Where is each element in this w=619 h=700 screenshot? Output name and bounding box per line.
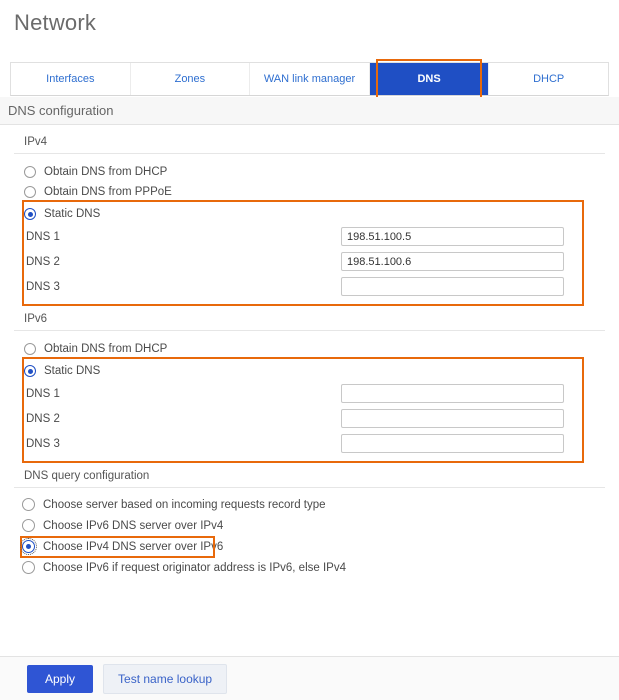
tab-interfaces[interactable] <box>11 63 131 95</box>
radio-icon[interactable] <box>22 519 35 532</box>
ipv4-dns3-input[interactable] <box>341 277 564 296</box>
radio-icon[interactable] <box>24 343 36 355</box>
tab-label: DNS <box>417 73 441 85</box>
query-option-ipv6-over-ipv4[interactable] <box>0 515 619 536</box>
option-label: Choose IPv6 if request originator address is IPv6, else IPv4 <box>43 561 346 574</box>
radio-icon[interactable] <box>22 561 35 574</box>
option-label: Obtain DNS from DHCP <box>44 343 168 355</box>
tab-label: Interfaces <box>46 73 95 85</box>
ipv6-option-static-dns[interactable] <box>0 359 619 381</box>
field-label: DNS 3 <box>26 280 60 293</box>
option-label: Static DNS <box>44 365 101 377</box>
tab-dhcp[interactable] <box>489 63 608 95</box>
tab-bar <box>10 62 609 96</box>
ipv4-dns1-input[interactable] <box>341 227 564 246</box>
field-label: DNS 3 <box>26 437 60 450</box>
ipv6-dns1-row <box>0 381 619 406</box>
option-label: Static DNS <box>44 208 101 220</box>
field-label: DNS 1 <box>26 387 60 400</box>
radio-icon[interactable] <box>24 166 36 178</box>
ipv6-dns2-row <box>0 406 619 431</box>
option-label: Choose IPv4 DNS server over IPv6 <box>43 540 224 553</box>
tab-wan-link-manager[interactable] <box>250 63 370 95</box>
ipv6-dns2-input[interactable] <box>341 409 564 428</box>
ipv4-dns2-row <box>0 249 619 274</box>
radio-icon[interactable] <box>22 540 35 553</box>
tab-dns[interactable] <box>370 63 490 95</box>
ipv6-dns3-row <box>0 431 619 456</box>
ipv4-group-label: IPv4 <box>24 136 48 148</box>
ipv4-option-static-dns[interactable] <box>0 202 619 224</box>
radio-icon[interactable] <box>24 208 36 220</box>
tab-label: WAN link manager <box>263 73 356 85</box>
query-option-record-type[interactable] <box>0 494 619 515</box>
tab-zones[interactable] <box>131 63 251 95</box>
apply-button[interactable]: Apply <box>27 665 93 693</box>
ipv6-option-obtain-dhcp[interactable] <box>0 339 619 359</box>
ipv4-dns2-input[interactable] <box>341 252 564 271</box>
field-label: DNS 2 <box>26 255 60 268</box>
ipv6-dns3-input[interactable] <box>341 434 564 453</box>
test-name-lookup-button[interactable]: Test name lookup <box>103 664 227 694</box>
option-label: Obtain DNS from PPPoE <box>44 186 172 198</box>
query-option-ipv4-over-ipv6[interactable] <box>0 536 619 557</box>
query-option-ipv6-else-ipv4[interactable] <box>0 557 619 578</box>
option-label: Obtain DNS from DHCP <box>44 166 168 178</box>
page-title: Network <box>14 10 97 35</box>
radio-icon[interactable] <box>22 498 35 511</box>
ipv4-dns3-row <box>0 274 619 299</box>
option-label: Choose server based on incoming requests record type <box>43 498 326 511</box>
tab-label: Zones <box>174 73 206 85</box>
field-label: DNS 2 <box>26 412 60 425</box>
ipv4-dns1-row <box>0 224 619 249</box>
ipv6-dns1-input[interactable] <box>341 384 564 403</box>
query-group-label: DNS query configuration <box>24 470 150 482</box>
ipv4-option-obtain-dhcp[interactable] <box>0 162 619 182</box>
tab-label: DHCP <box>533 73 565 85</box>
footer-actions <box>0 656 619 700</box>
field-label: DNS 1 <box>26 230 60 243</box>
ipv6-group-label: IPv6 <box>24 313 48 325</box>
option-label: Choose IPv6 DNS server over IPv4 <box>43 519 224 532</box>
section-header: DNS configuration <box>0 97 619 125</box>
radio-icon[interactable] <box>24 186 36 198</box>
radio-icon[interactable] <box>24 365 36 377</box>
dns-configuration-body <box>0 126 619 578</box>
ipv4-option-obtain-pppoe[interactable] <box>0 182 619 202</box>
